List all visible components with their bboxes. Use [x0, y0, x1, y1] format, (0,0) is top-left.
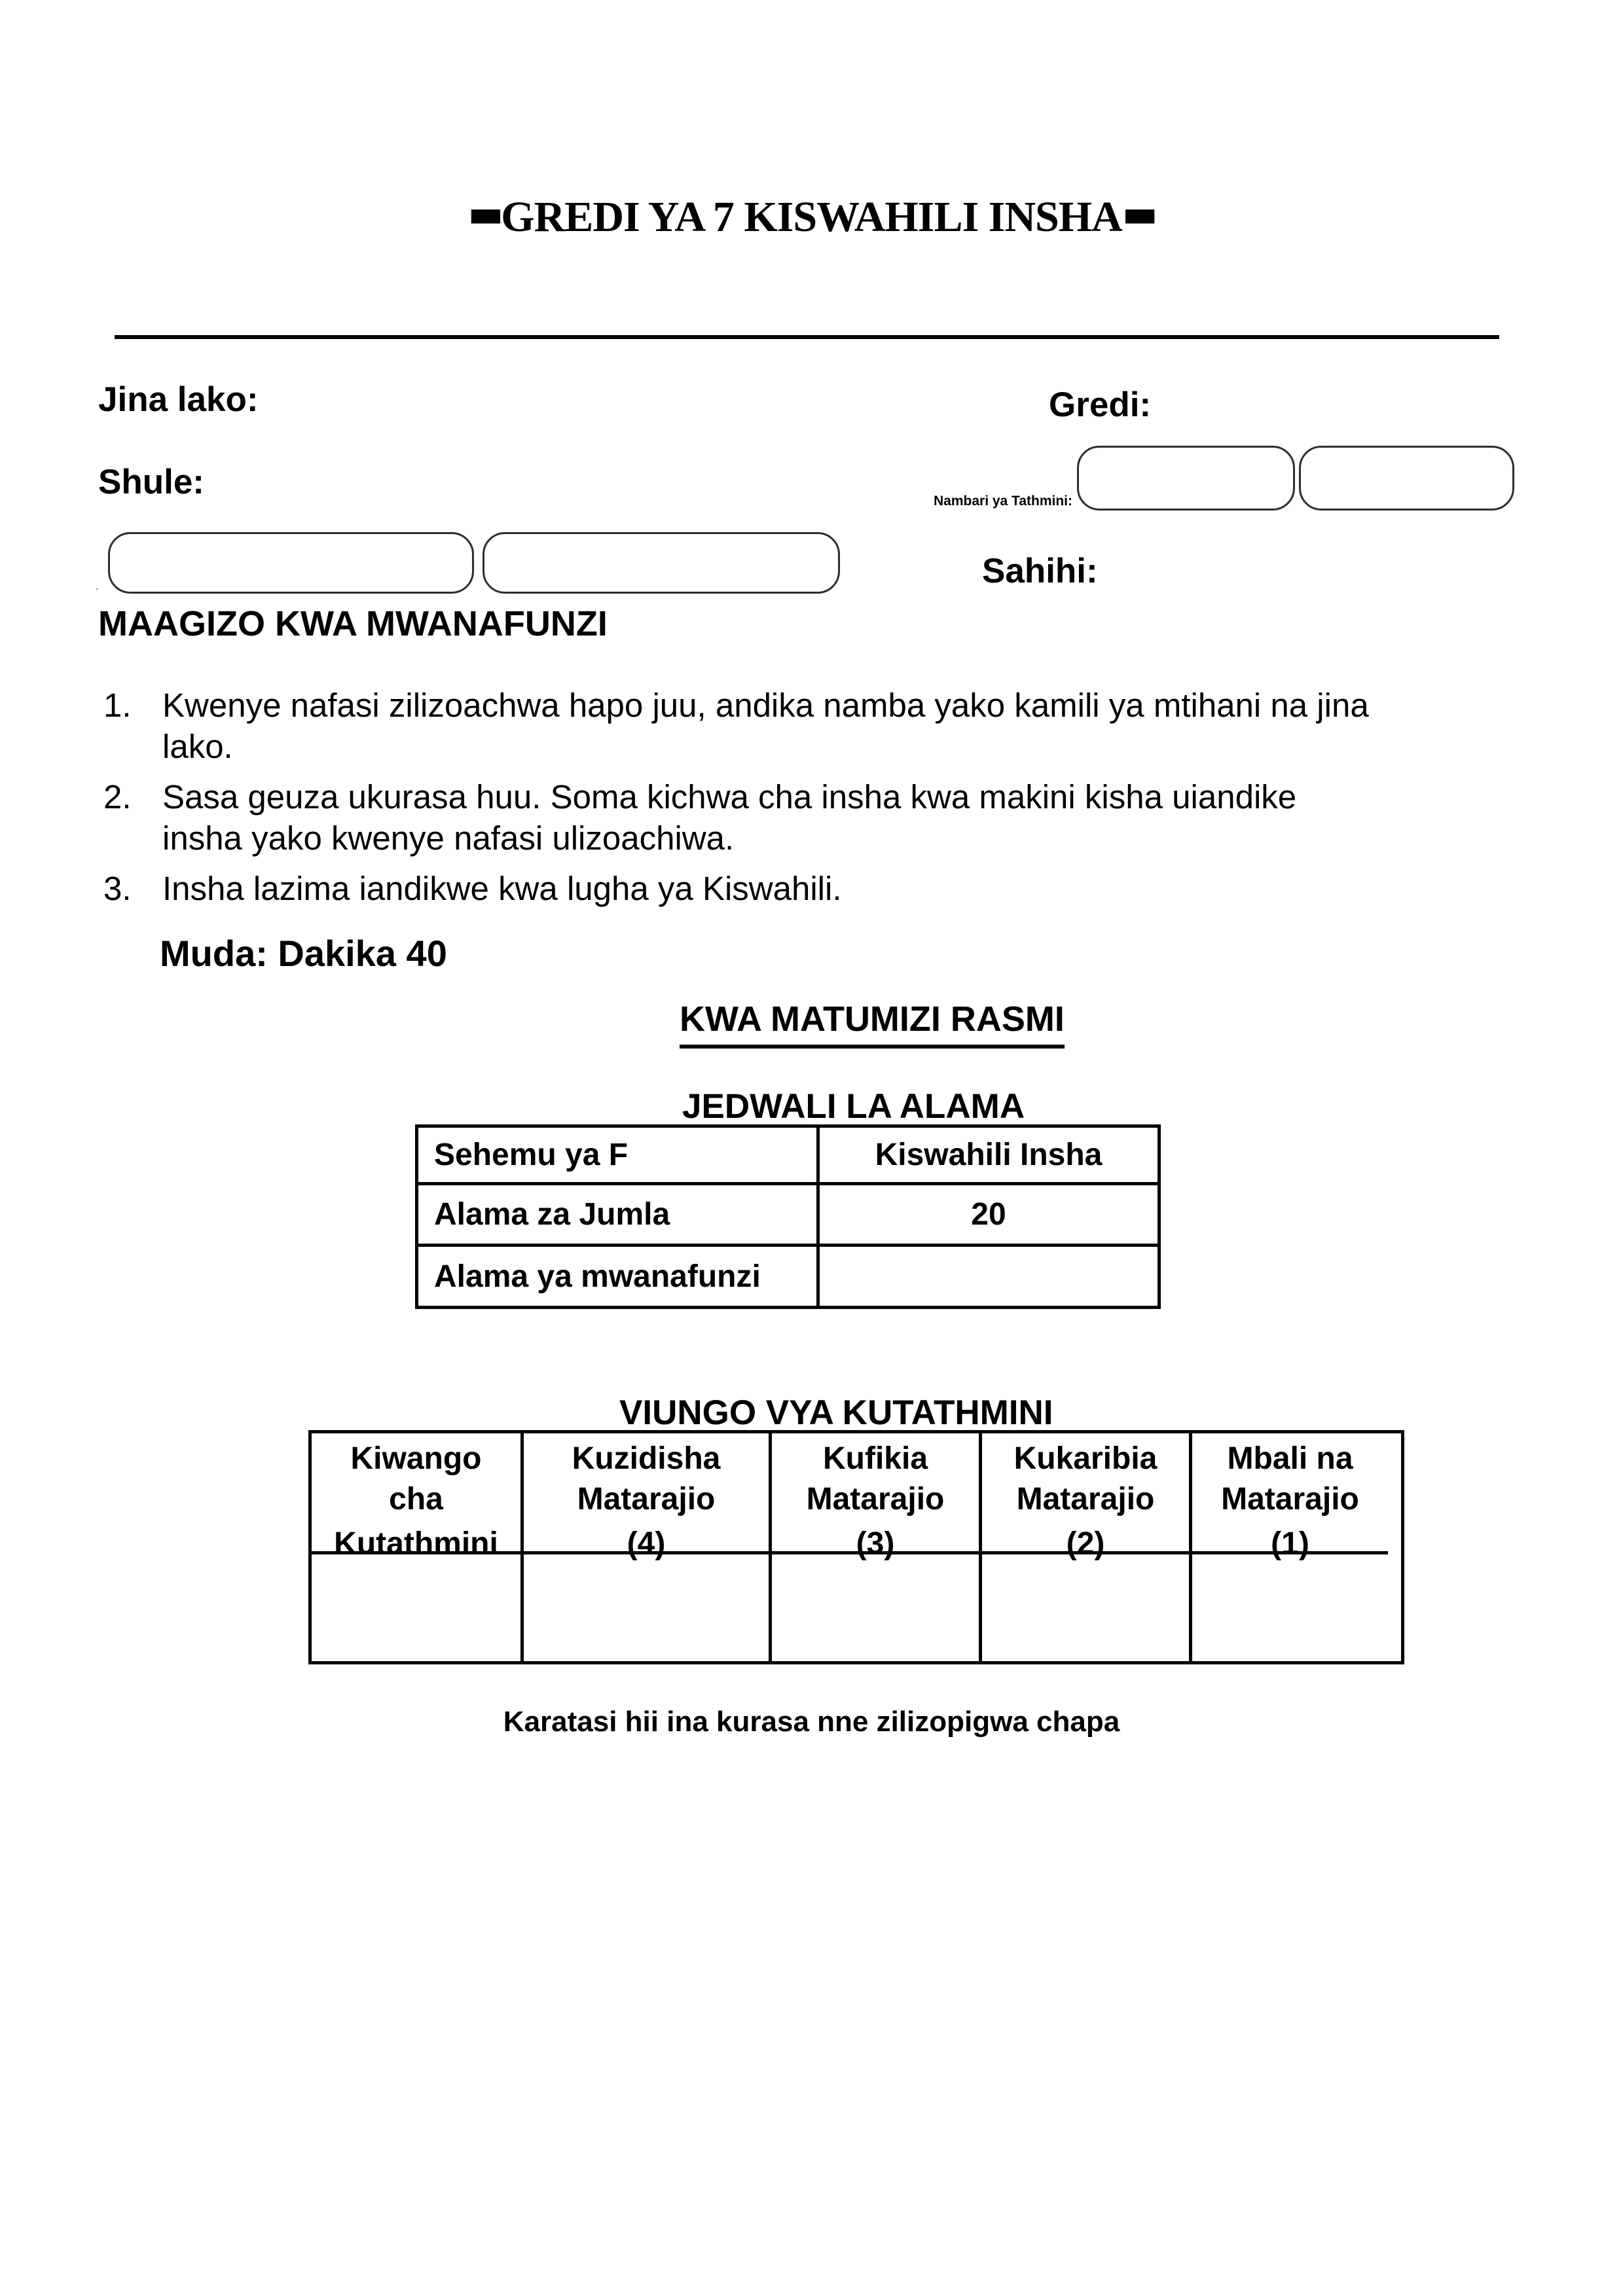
school-label: Shule:: [98, 463, 204, 501]
stray-mark: .: [96, 581, 99, 592]
page-title-text: GREDI YA 7 KISWAHILI INSHA: [501, 193, 1122, 241]
rubric-body-cell[interactable]: [772, 1554, 982, 1661]
marks-table-student-score-cell[interactable]: [820, 1247, 1158, 1306]
rubric-header-line: Matarajio: [1016, 1482, 1155, 1516]
instruction-number: 1.: [103, 687, 132, 724]
rubric-table-title: VIUNGO VYA KUTATHMINI: [619, 1393, 1053, 1432]
title-dash-left-icon: ▬: [467, 191, 501, 236]
rubric-header-cell: [524, 1433, 772, 1561]
instruction-text: [162, 685, 1518, 767]
assessment-box-2[interactable]: [1299, 446, 1514, 511]
signature-label: Sahihi:: [982, 552, 1098, 590]
rubric-header-line: Kuzidisha: [572, 1441, 721, 1476]
duration-label: Muda: Dakika 40: [160, 933, 447, 974]
instruction-text: [162, 868, 1518, 909]
exam-number-box-2[interactable]: [483, 532, 840, 594]
instruction-line: Sasa geuza ukurasa huu. Soma kichwa cha insha kwa makini kisha uiandike: [162, 778, 1297, 816]
rubric-header-line: Kufikia: [822, 1441, 928, 1476]
rubric-header-line: Mbali na: [1227, 1441, 1353, 1476]
rubric-header-cell: [982, 1433, 1192, 1561]
header-divider: [115, 335, 1499, 339]
instruction-item-2: [0, 776, 1623, 859]
rubric-header-cell: [772, 1433, 982, 1561]
rubric-body-cell[interactable]: [1192, 1554, 1388, 1661]
rubric-table: [308, 1430, 1404, 1664]
marks-table-cell: Sehemu ya F: [418, 1128, 820, 1185]
assessment-box-1[interactable]: [1077, 446, 1295, 511]
rubric-header-line: (2): [1066, 1526, 1105, 1561]
instruction-number: 2.: [103, 778, 132, 816]
rubric-header-cell: [312, 1433, 524, 1561]
page-title: [0, 191, 1623, 242]
rubric-body-cell[interactable]: [982, 1554, 1192, 1661]
instructions-heading: MAAGIZO KWA MWANAFUNZI: [98, 604, 608, 643]
instructions-list: [0, 685, 1623, 918]
official-use-heading: KWA MATUMIZI RASMI: [680, 999, 1065, 1049]
marks-table-cell: 20: [820, 1185, 1158, 1247]
rubric-header-line: Kutathmini: [334, 1526, 498, 1561]
rubric-header-cell: [1192, 1433, 1388, 1561]
instruction-number: 3.: [103, 870, 132, 907]
grade-label: Gredi:: [1049, 386, 1152, 424]
marks-table: [415, 1124, 1161, 1309]
title-dash-right-icon: ▬: [1122, 191, 1156, 236]
instruction-item-3: [0, 868, 1623, 909]
rubric-header-line: cha: [389, 1482, 443, 1516]
instruction-item-1: [0, 685, 1623, 767]
rubric-body-cell[interactable]: [312, 1554, 524, 1661]
exam-number-box-1[interactable]: [108, 532, 474, 594]
rubric-body-cell[interactable]: [524, 1554, 772, 1661]
rubric-header-line: Matarajio: [577, 1482, 716, 1516]
instruction-line: Kwenye nafasi zilizoachwa hapo juu, andika namba yako kamili ya mtihani na jina: [162, 687, 1369, 724]
marks-table-cell: Alama ya mwanafunzi: [418, 1247, 820, 1306]
marks-table-title: JEDWALI LA ALAMA: [682, 1087, 1025, 1126]
rubric-header-line: (1): [1271, 1526, 1309, 1561]
instruction-line: lako.: [162, 728, 233, 765]
rubric-header-line: Matarajio: [1221, 1482, 1359, 1516]
rubric-header-line: Kiwango: [350, 1441, 482, 1476]
rubric-header-line: Kukaribia: [1013, 1441, 1158, 1476]
marks-table-cell: Alama za Jumla: [418, 1185, 820, 1247]
marks-table-cell: Kiswahili Insha: [820, 1128, 1158, 1185]
rubric-header-line: Matarajio: [806, 1482, 945, 1516]
footer-note: Karatasi hii ina kurasa nne zilizopigwa chapa: [503, 1706, 1120, 1738]
name-label: Jina lako:: [98, 380, 259, 419]
instruction-line: insha yako kwenye nafasi ulizoachiwa.: [162, 819, 735, 857]
rubric-header-line: (4): [627, 1526, 666, 1561]
assessment-number-label: Nambari ya Tathmini:: [934, 493, 1072, 509]
instruction-text: [162, 776, 1518, 859]
instruction-line: Insha lazima iandikwe kwa lugha ya Kiswahili.: [162, 870, 842, 907]
rubric-header-line: (3): [856, 1526, 895, 1561]
